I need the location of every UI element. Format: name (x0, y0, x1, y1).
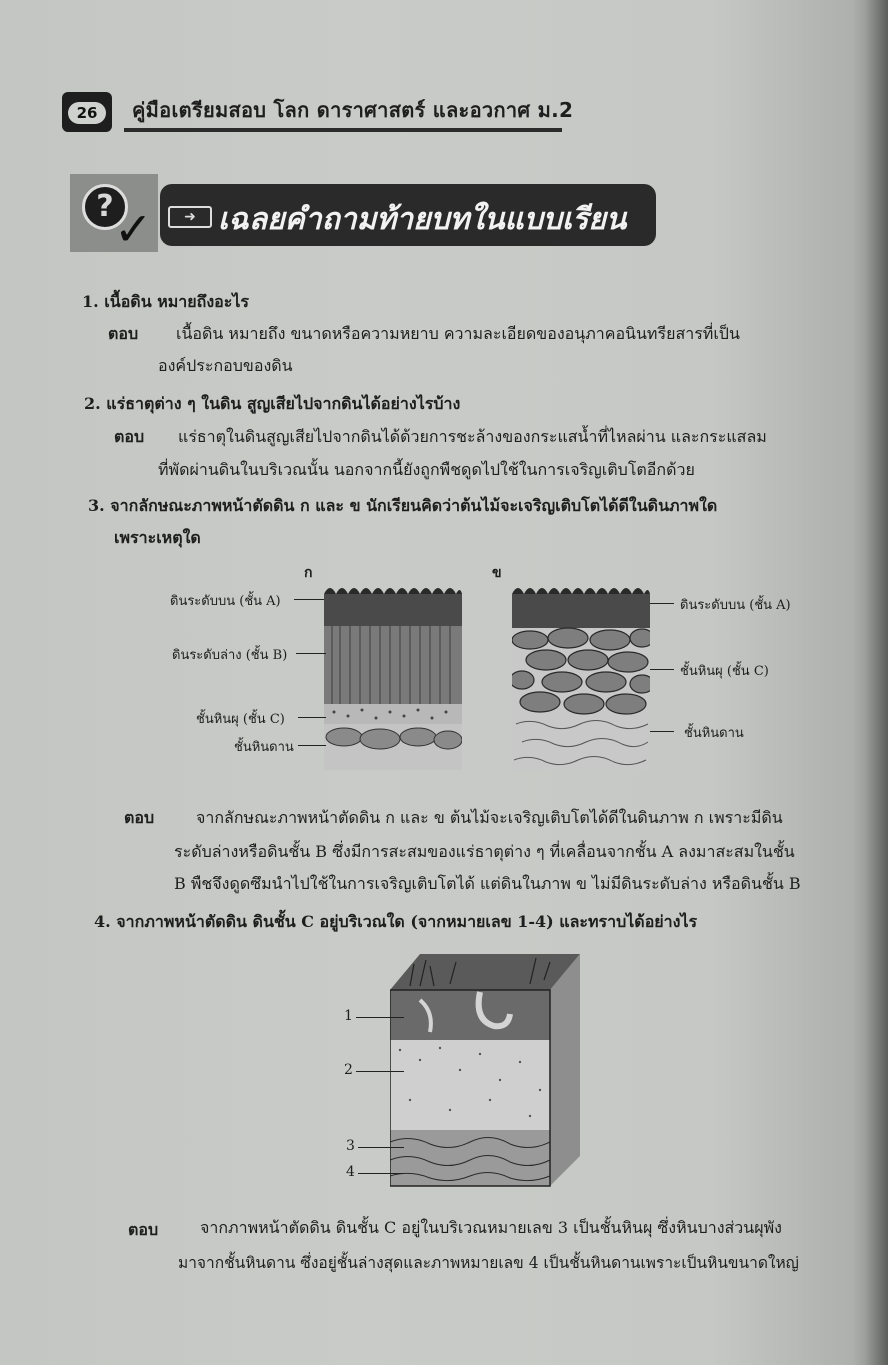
question-number: 3. (88, 496, 105, 515)
checkmark-icon: ✓ (114, 202, 153, 256)
block-number-4: 4 (346, 1164, 355, 1180)
leader-line (650, 731, 674, 732)
question-text: แร่ธาตุต่าง ๆ ในดิน สูญเสียไปจากดินได้อย่างไรบ้าง (106, 394, 461, 413)
block-number-2: 2 (344, 1062, 353, 1078)
answer-label: ตอบ (128, 1220, 159, 1239)
label-kh-topsoil: ดินระดับบน (ชั้น A) (680, 598, 791, 613)
answer-line: องค์ประกอบของดิน (158, 356, 293, 375)
answer-line: B พืชจึงดูดซึมนำไปใช้ในการเจริญเติบโตได้ แต่ดินในภาพ ข ไม่มีดินระดับล่าง หรือดินชั้น B (174, 874, 801, 893)
section-title: เฉลยคำถามท้ายบทในแบบเรียน (218, 202, 627, 237)
block-number-3: 3 (346, 1138, 355, 1154)
question-mark-icon: ? (82, 184, 128, 230)
label-k-subsoil: ดินระดับล่าง (ชั้น B) (172, 648, 288, 663)
page-number-badge (62, 92, 112, 132)
question-4 (94, 910, 697, 935)
soil-profile-kh (512, 582, 650, 770)
figure-letter-kh: ข (492, 565, 502, 581)
book-title: คู่มือเตรียมสอบ โลก ดาราศาสตร์ และอวกาศ ม.2 (132, 98, 574, 122)
label-k-bedrock: ชั้นหินดาน (234, 740, 294, 755)
label-kh-bedrock: ชั้นหินดาน (684, 726, 744, 741)
answer-line: แร่ธาตุในดินสูญเสียไปจากดินได้ด้วยการชะล้างของกระแสน้ำที่ไหลผ่าน และกระแสลม (178, 427, 767, 446)
question-3-continued: เพราะเหตุใด (114, 528, 201, 547)
leader-line (298, 717, 326, 718)
answer-line: ที่พัดผ่านดินในบริเวณนั้น นอกจากนี้ยังถูกพืชดูดไปใช้ในการเจริญเติบโตอีกด้วย (158, 460, 695, 479)
figure-letter-k: ก (304, 565, 313, 581)
label-k-weathered: ชั้นหินผุ (ชั้น C) (196, 712, 285, 727)
page-number: 26 (68, 102, 106, 124)
block-number-1: 1 (344, 1008, 353, 1024)
question-number: 2. (84, 394, 101, 413)
arrow-icon: ➜ (168, 206, 212, 228)
answer-line: จากภาพหน้าตัดดิน ดินชั้น C อยู่ในบริเวณหมายเลข 3 เป็นชั้นหินผุ ซึ่งหินบางส่วนผุพัง (200, 1218, 782, 1237)
question-2 (84, 392, 460, 417)
question-3 (88, 494, 717, 519)
answer-line: จากลักษณะภาพหน้าตัดดิน ก และ ข ต้นไม้จะเจริญเติบโตได้ดีในดินภาพ ก เพราะมีดิน (196, 808, 783, 827)
label-kh-weathered: ชั้นหินผุ (ชั้น C) (680, 664, 769, 679)
leader-line (296, 653, 326, 654)
answer-line: เนื้อดิน หมายถึง ขนาดหรือความหยาบ ความละเอียดของอนุภาคอนินทรียสารที่เป็น (176, 324, 740, 343)
question-number: 4. (94, 912, 111, 931)
page-edge (866, 0, 888, 1365)
question-text: จากลักษณะภาพหน้าตัดดิน ก และ ข นักเรียนคิดว่าต้นไม้จะเจริญเติบโตได้ดีในดินภาพใด (110, 496, 718, 515)
question-1 (82, 290, 249, 315)
leader-line (356, 1017, 404, 1018)
soil-profile-k (324, 582, 462, 770)
grass-tufts (324, 588, 462, 594)
label-k-topsoil: ดินระดับบน (ชั้น A) (170, 594, 281, 609)
question-text: จากภาพหน้าตัดดิน ดินชั้น C อยู่บริเวณใด (จากหมายเลข 1-4) และทราบได้อย่างไร (116, 912, 698, 931)
page-header (62, 92, 574, 136)
leader-line (358, 1147, 404, 1148)
question-text: เนื้อดิน หมายถึงอะไร (104, 292, 249, 311)
answer-label: ตอบ (124, 808, 155, 827)
soil-block-diagram (390, 950, 590, 1190)
leader-line (356, 1071, 404, 1072)
leader-line (294, 599, 324, 600)
answer-label: ตอบ (114, 427, 145, 446)
leader-line (358, 1173, 404, 1174)
leader-line (650, 603, 674, 604)
header-underline (124, 128, 562, 132)
leader-line (650, 669, 674, 670)
question-number: 1. (82, 292, 99, 311)
section-banner (160, 184, 656, 246)
leader-line (298, 745, 326, 746)
answer-line: ระดับล่างหรือดินชั้น B ซึ่งมีการสะสมของแร่ธาตุต่าง ๆ ที่เคลื่อนจากชั้น A ลงมาสะสมในชั้น (174, 842, 795, 861)
answer-line: มาจากชั้นหินดาน ซึ่งอยู่ชั้นล่างสุดและภาพหมายเลข 4 เป็นชั้นหินดานเพราะเป็นหินขนาดใหญ่ (178, 1254, 799, 1272)
question-check-icon (70, 174, 158, 256)
answer-label: ตอบ (108, 324, 139, 343)
